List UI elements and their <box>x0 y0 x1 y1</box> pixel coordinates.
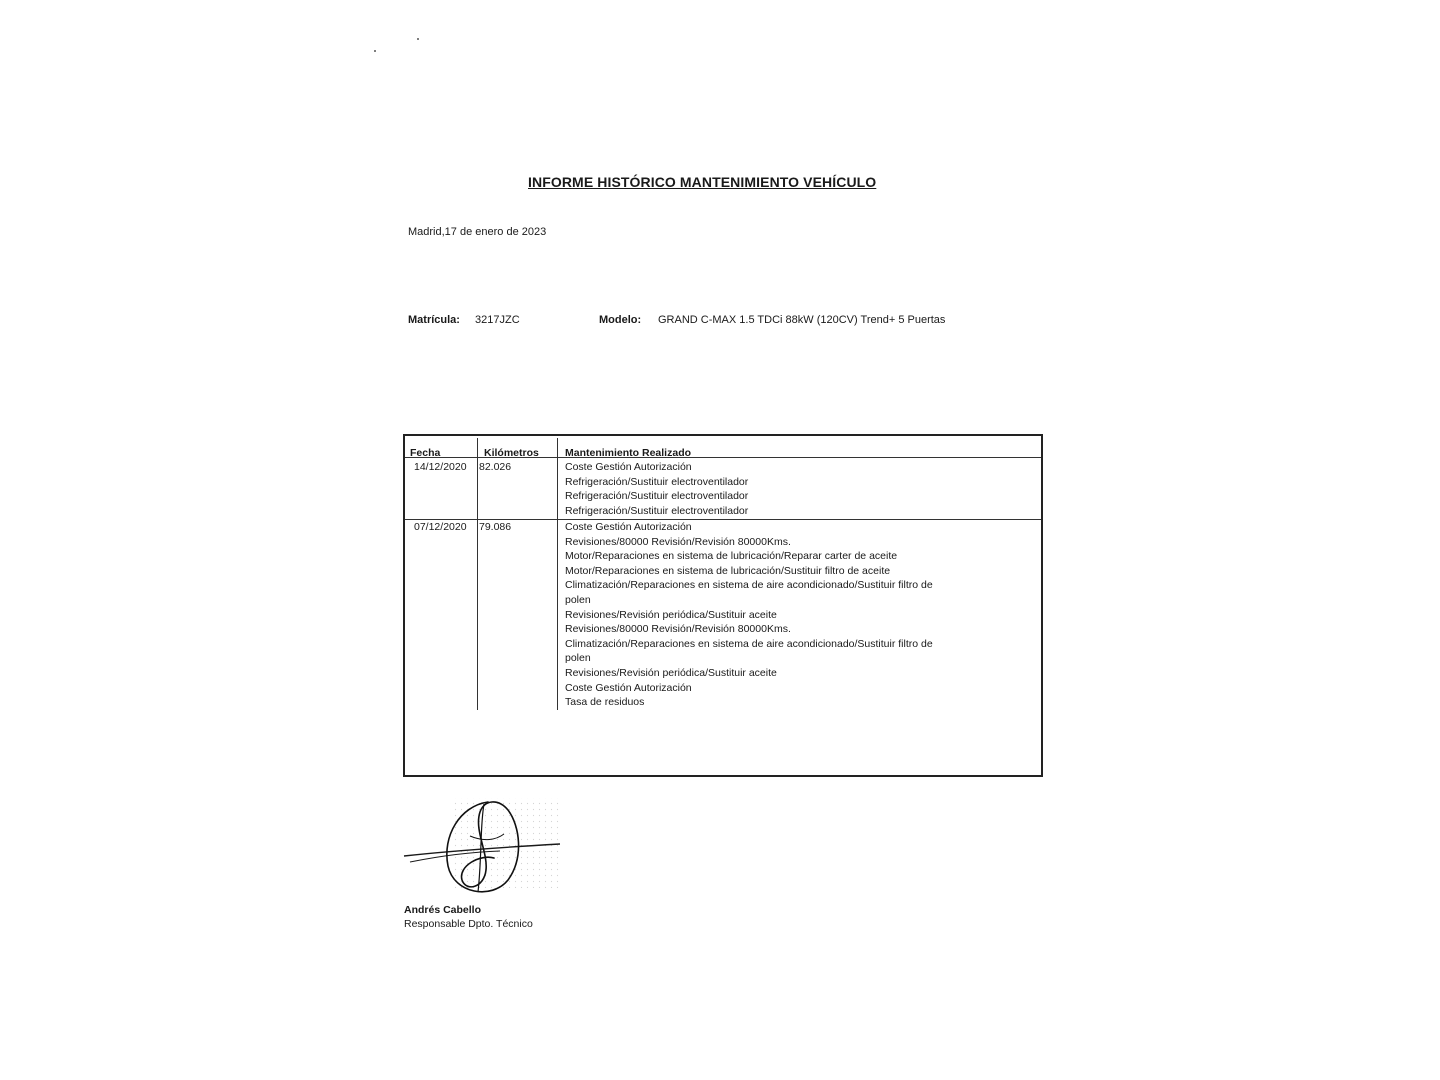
record-items <box>565 460 748 518</box>
maintenance-item: Refrigeración/Sustituir electroventilador <box>565 504 749 517</box>
maintenance-item: Revisiones/80000 Revisión/Revisión 80000Kms. <box>565 535 791 548</box>
signer-name: Andrés Cabello <box>404 904 482 916</box>
record-items <box>565 520 933 710</box>
model-value: GRAND C-MAX 1.5 TDCi 88kW (120CV) Trend+ 5 Puertas <box>658 314 946 326</box>
maintenance-item: Revisiones/Revisión periódica/Sustituir aceite <box>565 666 777 679</box>
maintenance-item: Climatización/Reparaciones en sistema de aire acondicionado/Sustituir filtro de <box>565 637 933 650</box>
maintenance-item: Tasa de residuos <box>565 696 645 709</box>
plate-label: Matrícula: <box>408 314 460 326</box>
plate-value: 3217JZC <box>475 314 520 326</box>
maintenance-item: Climatización/Reparaciones en sistema de aire acondicionado/Sustituir filtro de <box>565 579 933 592</box>
column-divider-km <box>557 438 558 710</box>
maintenance-item: Coste Gestión Autorización <box>565 461 692 473</box>
header-maintenance: Mantenimiento Realizado <box>565 447 692 459</box>
record-date: 07/12/2020 <box>414 521 467 533</box>
record-km: 79.086 <box>479 521 512 533</box>
model-label: Modelo: <box>599 314 642 326</box>
header-date: Fecha <box>410 447 441 459</box>
column-divider-date <box>477 438 478 710</box>
maintenance-item: polen <box>565 652 591 665</box>
maintenance-item: Coste Gestión Autorización <box>565 521 692 533</box>
maintenance-table <box>403 434 1043 777</box>
document-title: INFORME HISTÓRICO MANTENIMIENTO VEHÍCULO <box>528 174 877 190</box>
maintenance-item: Revisiones/80000 Revisión/Revisión 80000Kms. <box>565 623 791 636</box>
header-km: Kilómetros <box>484 447 539 459</box>
maintenance-item: Motor/Reparaciones en sistema de lubricación/Sustituir filtro de aceite <box>565 564 891 577</box>
record-date: 14/12/2020 <box>414 461 467 473</box>
maintenance-item: Refrigeración/Sustituir electroventilador <box>565 490 749 503</box>
maintenance-item: Coste Gestión Autorización <box>565 681 692 694</box>
maintenance-item: polen <box>565 593 591 606</box>
maintenance-item: Refrigeración/Sustituir electroventilador <box>565 475 749 488</box>
maintenance-item: Revisiones/Revisión periódica/Sustituir aceite <box>565 608 777 621</box>
record-km: 82.026 <box>479 461 512 473</box>
place-date: Madrid,17 de enero de 2023 <box>408 226 547 238</box>
signer-role: Responsable Dpto. Técnico <box>404 918 533 930</box>
maintenance-item: Motor/Reparaciones en sistema de lubricación/Reparar carter de aceite <box>565 550 898 563</box>
handwritten-signature <box>400 796 570 906</box>
